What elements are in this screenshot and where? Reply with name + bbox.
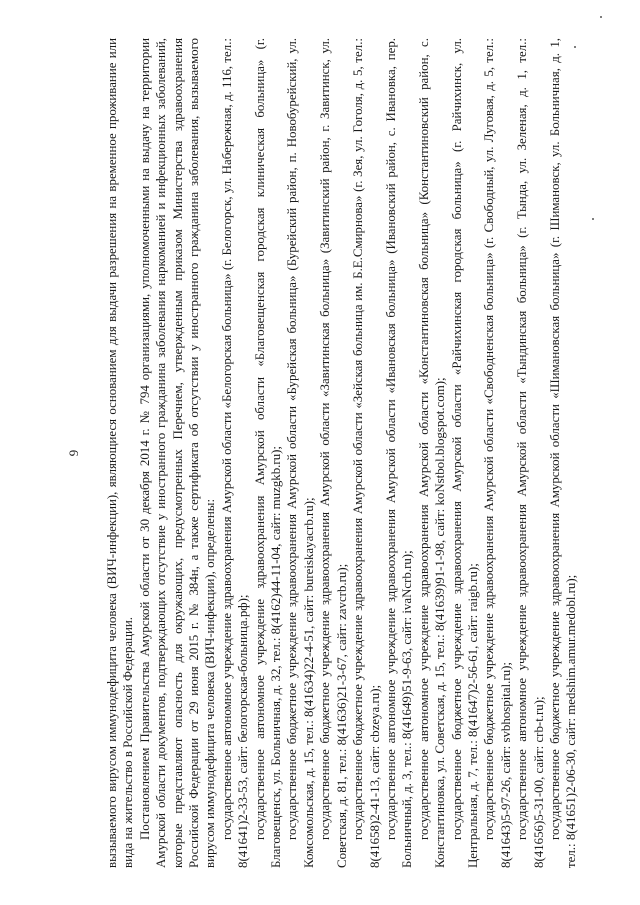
org-item-shimanovsk: государственное бюджетное учреждение здравоохранения Амурской области «Шимановская больница» (г. Шимановск, ул. Больничная, д. 1, тел.: 8(41651)2-06-30, сайт: medshim.amur.medobl.ru);: [547, 38, 579, 868]
org-item-konstantinovka: государственное автономное учреждение здравоохранения Амурской области «Константиновская больница» (Константиновский район, с. Константиновка, ул. Советская, д. 15, тел.: 8(41639)91-1-98, сайт: koNstbol.blogspot.com);: [416, 38, 448, 868]
org-item-raichikhinsk: государственное бюджетное учреждение здравоохранения Амурской области «Райчихинская городская больница» (г. Райчихинск, ул. Центральная, д. 7, тел.: 8(41647)2-56-61, сайт: raigb.ru);: [449, 38, 480, 868]
org-item-bureya: государственное бюджетное учреждение здравоохранения Амурской области «Бурейская больница» (Бурейский район, п. Новобурейский, ул. Комсомольская, д. 15, тел.: 8(41634)22-4-51, сайт: bureiskayacrb.ru);: [285, 38, 316, 868]
org-item-zeya: государственное бюджетное учреждение здравоохранения Амурской области «Зейская больница им. Б.Е.Смирнова» (г. Зея, ул. Гоголя, д. 5, тел.: 8(41658)2-41-13, сайт: cbzeya.ru);: [351, 38, 382, 868]
rotated-text-block: [66, 38, 579, 868]
org-item-belogorsk: государственное автономное учреждение здравоохранения Амурской области «Белогорская больница» (г. Белогорск, ул. Набережная, д. 116, тел.: 8(41641)2-33-53, сайт: белогорская-больница.рф);: [219, 38, 251, 868]
org-item-zavitinsk: государственное бюджетное учреждение здравоохранения Амурской области «Завитинская больница» (Завитинский район, г. Завитинск, ул. Советская, д. 81, тел.: 8(41636)21-3-67, сайт: zavcrb.ru);: [318, 38, 349, 868]
org-item-svobodny: государственное бюджетное учреждение здравоохранения Амурской области «Свободненская больница» (г. Свободный, ул. Луговая, д. 5, тел.: 8(41643)5-97-26, сайт: svbhospital.ru);: [482, 38, 513, 868]
org-item-blagoveshchensk: государственное автономное учреждение здравоохранения Амурской области «Благовещенская городская клиническая больница» (г. Благовещенск, ул. Больничная, д. 32, тел.: 8(4162)44-11-04, сайт: muzgkb.ru);: [252, 38, 284, 868]
org-item-ivanovka: государственное автономное учреждение здравоохранения Амурской области «Ивановская больница» (Ивановский район, с. Ивановка, пер. Больничный, д. 3, тел.: 8(41649)51-9-63, сайт: ivaNcrb.ru);: [383, 38, 415, 868]
scan-speck: [600, 16, 602, 18]
page-number: 9: [67, 449, 81, 457]
scan-speck: [574, 46, 576, 48]
paragraph-resolution: Постановлением Правительства Амурской области от 30 декабря 2014 г. № 794 организациями, уполномоченными на выдачу на территории Амурской области документов, подтверждающих отсутствие у иностранного гражданина заболевания наркоманией и инфекционных заболеваний, которые представляют опасность для окружающих, предусмотренных Перечнем, утвержденным приказом Министерства здравоохранения Российской Федерации от 29 июня 2015 г. № 384н, а также сертификата об отсутствии у иностранного гражданина заболевания, вызываемого вирусом иммунодефицита человека (ВИЧ-инфекции), определены:: [137, 38, 218, 868]
paragraph-hiv-certificate: вызываемого вирусом иммунодефицита человека (ВИЧ-инфекции), являющиеся основанием для выдачи разрешения на временное проживание или вида на жительство в Российской Федерации.: [105, 38, 136, 868]
scan-speck: [592, 218, 594, 220]
org-item-tynda: государственное автономное учреждение здравоохранения Амурской области «Тындинская больница» (г. Тында, ул. Зеленая, д. 1, тел.: 8(41656)5-31-00, сайт: crb-t.ru);: [515, 38, 546, 868]
